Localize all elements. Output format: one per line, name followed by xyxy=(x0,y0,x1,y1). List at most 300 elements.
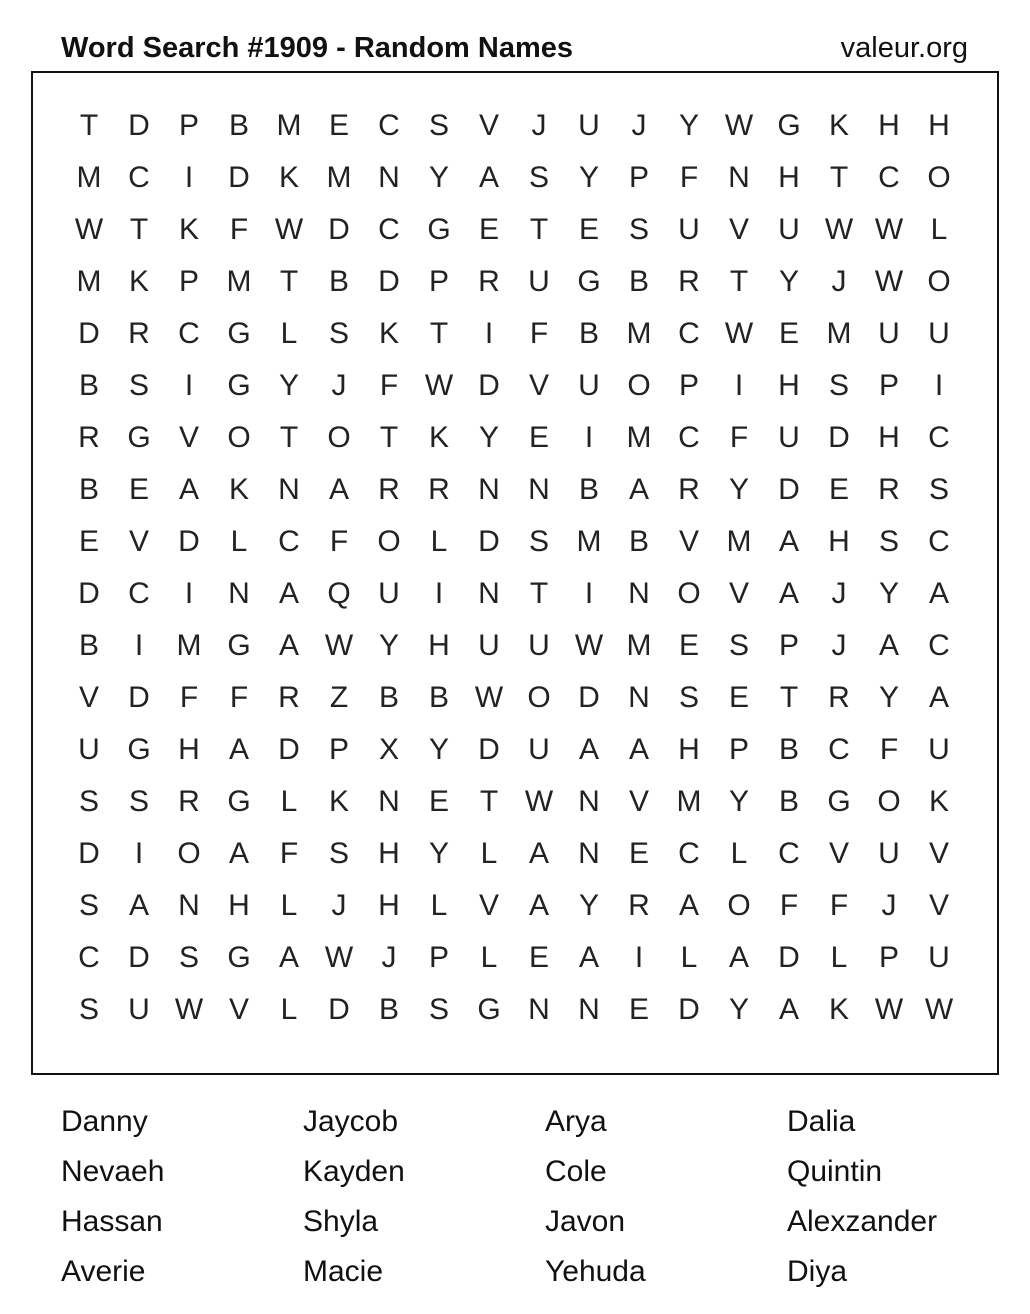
grid-cell[interactable]: D xyxy=(478,733,500,766)
grid-cell[interactable]: G xyxy=(227,317,251,350)
grid-cell[interactable]: D xyxy=(478,525,500,558)
grid-cell[interactable]: A xyxy=(778,993,799,1026)
grid-cell[interactable]: I xyxy=(584,577,594,610)
grid-cell[interactable]: W xyxy=(474,681,504,714)
grid-cell[interactable]: H xyxy=(828,525,850,558)
grid-cell[interactable]: D xyxy=(228,161,250,194)
grid-cell[interactable]: U xyxy=(928,317,950,350)
grid-cell[interactable]: F xyxy=(679,161,699,194)
grid-cell[interactable]: C xyxy=(378,213,400,246)
grid-cell[interactable]: B xyxy=(228,109,249,142)
grid-cell[interactable]: Y xyxy=(428,733,449,766)
grid-cell[interactable]: O xyxy=(677,577,701,610)
grid-cell[interactable]: L xyxy=(280,993,298,1026)
grid-cell[interactable]: W xyxy=(924,993,954,1026)
grid-cell[interactable]: R xyxy=(378,473,400,506)
grid-cell[interactable]: C xyxy=(378,109,400,142)
grid-cell[interactable]: U xyxy=(528,265,550,298)
grid-cell[interactable]: B xyxy=(78,629,99,662)
grid-cell[interactable]: P xyxy=(778,629,799,662)
grid-cell[interactable]: M xyxy=(626,421,652,454)
grid-cell[interactable]: W xyxy=(724,317,754,350)
grid-cell[interactable]: T xyxy=(79,109,99,142)
grid-cell[interactable]: B xyxy=(628,265,649,298)
grid-cell[interactable]: N xyxy=(378,161,400,194)
grid-cell[interactable]: V xyxy=(478,109,499,142)
grid-cell[interactable]: F xyxy=(229,681,249,714)
grid-cell[interactable]: C xyxy=(928,525,950,558)
grid-cell[interactable]: L xyxy=(730,837,748,870)
grid-cell[interactable]: W xyxy=(824,213,854,246)
grid-cell[interactable]: M xyxy=(176,629,202,662)
grid-cell[interactable]: B xyxy=(778,785,799,818)
grid-cell[interactable]: Z xyxy=(329,681,349,714)
grid-cell[interactable]: T xyxy=(829,161,849,194)
grid-cell[interactable]: P xyxy=(428,941,449,974)
grid-cell[interactable]: D xyxy=(578,681,600,714)
grid-cell[interactable]: A xyxy=(578,941,599,974)
grid-cell[interactable]: R xyxy=(278,681,300,714)
grid-cell[interactable]: J xyxy=(631,109,647,142)
grid-cell[interactable]: D xyxy=(128,109,150,142)
grid-cell[interactable]: V xyxy=(628,785,649,818)
grid-cell[interactable]: N xyxy=(578,837,600,870)
grid-cell[interactable]: R xyxy=(828,681,850,714)
grid-cell[interactable]: I xyxy=(134,629,144,662)
grid-cell[interactable]: C xyxy=(878,161,900,194)
grid-cell[interactable]: G xyxy=(827,785,851,818)
grid-cell[interactable]: Y xyxy=(728,785,749,818)
grid-cell[interactable]: B xyxy=(578,317,599,350)
grid-cell[interactable]: I xyxy=(934,369,944,402)
grid-cell[interactable]: I xyxy=(184,369,194,402)
grid-cell[interactable]: U xyxy=(928,941,950,974)
grid-cell[interactable]: E xyxy=(628,837,649,870)
grid-cell[interactable]: P xyxy=(878,369,899,402)
grid-cell[interactable]: V xyxy=(728,213,749,246)
grid-cell[interactable]: N xyxy=(578,993,600,1026)
grid-cell[interactable]: S xyxy=(928,473,949,506)
grid-cell[interactable]: T xyxy=(279,421,299,454)
grid-cell[interactable]: H xyxy=(878,109,900,142)
grid-cell[interactable]: W xyxy=(874,213,904,246)
grid-cell[interactable]: F xyxy=(729,421,749,454)
grid-cell[interactable]: H xyxy=(778,161,800,194)
grid-cell[interactable]: R xyxy=(678,265,700,298)
grid-cell[interactable]: E xyxy=(778,317,799,350)
grid-cell[interactable]: G xyxy=(127,421,151,454)
grid-cell[interactable]: S xyxy=(78,889,99,922)
grid-cell[interactable]: A xyxy=(328,473,349,506)
grid-cell[interactable]: S xyxy=(728,629,749,662)
grid-cell[interactable]: E xyxy=(828,473,849,506)
grid-cell[interactable]: R xyxy=(128,317,150,350)
grid-cell[interactable]: K xyxy=(928,785,949,818)
grid-cell[interactable]: G xyxy=(427,213,451,246)
grid-cell[interactable]: J xyxy=(881,889,897,922)
grid-cell[interactable]: A xyxy=(128,889,149,922)
grid-cell[interactable]: F xyxy=(379,369,399,402)
grid-cell[interactable]: E xyxy=(328,109,349,142)
grid-cell[interactable]: A xyxy=(528,837,549,870)
grid-cell[interactable]: R xyxy=(78,421,100,454)
grid-cell[interactable]: K xyxy=(428,421,449,454)
grid-cell[interactable]: M xyxy=(76,161,102,194)
grid-cell[interactable]: J xyxy=(331,369,347,402)
grid-cell[interactable]: W xyxy=(324,941,354,974)
grid-cell[interactable]: R xyxy=(428,473,450,506)
grid-cell[interactable]: Y xyxy=(378,629,399,662)
grid-cell[interactable]: B xyxy=(628,525,649,558)
grid-cell[interactable]: S xyxy=(178,941,199,974)
grid-cell[interactable]: D xyxy=(328,993,350,1026)
grid-cell[interactable]: D xyxy=(328,213,350,246)
grid-cell[interactable]: A xyxy=(778,577,799,610)
grid-cell[interactable]: B xyxy=(378,993,399,1026)
grid-cell[interactable]: M xyxy=(276,109,302,142)
grid-cell[interactable]: R xyxy=(178,785,200,818)
grid-cell[interactable]: G xyxy=(227,369,251,402)
grid-cell[interactable]: J xyxy=(331,889,347,922)
grid-cell[interactable]: E xyxy=(128,473,149,506)
grid-cell[interactable]: J xyxy=(531,109,547,142)
grid-cell[interactable]: S xyxy=(628,213,649,246)
grid-cell[interactable]: W xyxy=(324,629,354,662)
grid-cell[interactable]: A xyxy=(528,889,549,922)
letter-grid[interactable] xyxy=(64,100,964,1036)
grid-cell[interactable]: X xyxy=(378,733,399,766)
grid-cell[interactable]: I xyxy=(184,161,194,194)
grid-cell[interactable]: C xyxy=(778,837,800,870)
grid-cell[interactable]: T xyxy=(729,265,749,298)
grid-cell[interactable]: D xyxy=(778,473,800,506)
grid-cell[interactable]: F xyxy=(529,317,549,350)
grid-cell[interactable]: G xyxy=(577,265,601,298)
grid-cell[interactable]: E xyxy=(678,629,699,662)
grid-cell[interactable]: O xyxy=(177,837,201,870)
grid-cell[interactable]: R xyxy=(678,473,700,506)
grid-cell[interactable]: V xyxy=(128,525,149,558)
grid-cell[interactable]: A xyxy=(278,941,299,974)
grid-cell[interactable]: A xyxy=(228,733,249,766)
grid-cell[interactable]: S xyxy=(528,525,549,558)
grid-cell[interactable]: D xyxy=(78,577,100,610)
grid-cell[interactable]: H xyxy=(678,733,700,766)
grid-cell[interactable]: L xyxy=(280,785,298,818)
grid-cell[interactable]: V xyxy=(228,993,249,1026)
grid-cell[interactable]: U xyxy=(478,629,500,662)
grid-cell[interactable]: I xyxy=(134,837,144,870)
grid-cell[interactable]: D xyxy=(78,317,100,350)
grid-cell[interactable]: N xyxy=(528,473,550,506)
grid-cell[interactable]: M xyxy=(626,629,652,662)
grid-cell[interactable]: J xyxy=(831,629,847,662)
grid-cell[interactable]: A xyxy=(728,941,749,974)
grid-cell[interactable]: D xyxy=(478,369,500,402)
grid-cell[interactable]: V xyxy=(178,421,199,454)
grid-cell[interactable]: M xyxy=(76,265,102,298)
grid-cell[interactable]: A xyxy=(928,681,949,714)
grid-cell[interactable]: O xyxy=(877,785,901,818)
grid-cell[interactable]: E xyxy=(528,941,549,974)
grid-cell[interactable]: V xyxy=(528,369,549,402)
grid-cell[interactable]: G xyxy=(127,733,151,766)
grid-cell[interactable]: F xyxy=(829,889,849,922)
grid-cell[interactable]: M xyxy=(576,525,602,558)
grid-cell[interactable]: S xyxy=(128,785,149,818)
grid-cell[interactable]: M xyxy=(226,265,252,298)
grid-cell[interactable]: U xyxy=(678,213,700,246)
grid-cell[interactable]: I xyxy=(734,369,744,402)
grid-cell[interactable]: E xyxy=(478,213,499,246)
grid-cell[interactable]: F xyxy=(179,681,199,714)
grid-cell[interactable]: D xyxy=(278,733,300,766)
grid-cell[interactable]: S xyxy=(678,681,699,714)
grid-cell[interactable]: E xyxy=(428,785,449,818)
grid-cell[interactable]: Q xyxy=(327,577,351,610)
grid-cell[interactable]: A xyxy=(628,473,649,506)
grid-cell[interactable]: M xyxy=(826,317,852,350)
grid-cell[interactable]: G xyxy=(477,993,501,1026)
grid-cell[interactable]: S xyxy=(328,317,349,350)
grid-cell[interactable]: U xyxy=(778,421,800,454)
grid-cell[interactable]: T xyxy=(379,421,399,454)
grid-cell[interactable]: A xyxy=(928,577,949,610)
grid-cell[interactable]: W xyxy=(874,993,904,1026)
grid-cell[interactable]: V xyxy=(478,889,499,922)
grid-cell[interactable]: L xyxy=(230,525,248,558)
grid-cell[interactable]: L xyxy=(680,941,698,974)
grid-cell[interactable]: V xyxy=(928,837,949,870)
grid-cell[interactable]: F xyxy=(229,213,249,246)
grid-cell[interactable]: K xyxy=(178,213,199,246)
grid-cell[interactable]: L xyxy=(430,525,448,558)
grid-cell[interactable]: K xyxy=(228,473,249,506)
grid-cell[interactable]: W xyxy=(174,993,204,1026)
grid-cell[interactable]: I xyxy=(434,577,444,610)
grid-cell[interactable]: Y xyxy=(878,681,899,714)
grid-cell[interactable]: G xyxy=(777,109,801,142)
grid-cell[interactable]: O xyxy=(377,525,401,558)
grid-cell[interactable]: G xyxy=(227,785,251,818)
grid-cell[interactable]: D xyxy=(678,993,700,1026)
grid-cell[interactable]: K xyxy=(828,993,849,1026)
grid-cell[interactable]: Y xyxy=(428,837,449,870)
grid-cell[interactable]: W xyxy=(874,265,904,298)
grid-cell[interactable]: L xyxy=(280,889,298,922)
grid-cell[interactable]: I xyxy=(484,317,494,350)
grid-cell[interactable]: B xyxy=(78,473,99,506)
grid-cell[interactable]: F xyxy=(779,889,799,922)
grid-cell[interactable]: W xyxy=(524,785,554,818)
grid-cell[interactable]: D xyxy=(78,837,100,870)
grid-cell[interactable]: G xyxy=(227,629,251,662)
grid-cell[interactable]: H xyxy=(378,889,400,922)
grid-cell[interactable]: S xyxy=(878,525,899,558)
grid-cell[interactable]: N xyxy=(728,161,750,194)
grid-cell[interactable]: M xyxy=(626,317,652,350)
grid-cell[interactable]: H xyxy=(178,733,200,766)
grid-cell[interactable]: H xyxy=(428,629,450,662)
grid-cell[interactable]: Y xyxy=(878,577,899,610)
grid-cell[interactable]: R xyxy=(628,889,650,922)
grid-cell[interactable]: B xyxy=(778,733,799,766)
grid-cell[interactable]: C xyxy=(928,421,950,454)
grid-cell[interactable]: K xyxy=(828,109,849,142)
grid-cell[interactable]: C xyxy=(78,941,100,974)
grid-cell[interactable]: A xyxy=(278,629,299,662)
grid-cell[interactable]: K xyxy=(128,265,149,298)
grid-cell[interactable]: P xyxy=(878,941,899,974)
grid-cell[interactable]: H xyxy=(228,889,250,922)
grid-cell[interactable]: S xyxy=(128,369,149,402)
grid-cell[interactable]: A xyxy=(178,473,199,506)
grid-cell[interactable]: K xyxy=(278,161,299,194)
grid-cell[interactable]: M xyxy=(326,161,352,194)
grid-cell[interactable]: V xyxy=(928,889,949,922)
grid-cell[interactable]: S xyxy=(528,161,549,194)
grid-cell[interactable]: E xyxy=(628,993,649,1026)
grid-cell[interactable]: I xyxy=(634,941,644,974)
grid-cell[interactable]: R xyxy=(878,473,900,506)
grid-cell[interactable]: E xyxy=(578,213,599,246)
grid-cell[interactable]: E xyxy=(728,681,749,714)
grid-cell[interactable]: W xyxy=(724,109,754,142)
grid-cell[interactable]: S xyxy=(428,109,449,142)
grid-cell[interactable]: C xyxy=(828,733,850,766)
grid-cell[interactable]: S xyxy=(828,369,849,402)
grid-cell[interactable]: I xyxy=(184,577,194,610)
grid-cell[interactable]: V xyxy=(78,681,99,714)
grid-cell[interactable]: R xyxy=(478,265,500,298)
grid-cell[interactable]: M xyxy=(726,525,752,558)
grid-cell[interactable]: A xyxy=(228,837,249,870)
grid-cell[interactable]: B xyxy=(378,681,399,714)
grid-cell[interactable]: A xyxy=(678,889,699,922)
grid-cell[interactable]: T xyxy=(779,681,799,714)
grid-cell[interactable]: Y xyxy=(778,265,799,298)
grid-cell[interactable]: N xyxy=(378,785,400,818)
grid-cell[interactable]: U xyxy=(878,317,900,350)
grid-cell[interactable]: S xyxy=(78,993,99,1026)
grid-cell[interactable]: T xyxy=(479,785,499,818)
grid-cell[interactable]: M xyxy=(676,785,702,818)
grid-cell[interactable]: L xyxy=(480,837,498,870)
grid-cell[interactable]: U xyxy=(528,733,550,766)
grid-cell[interactable]: D xyxy=(378,265,400,298)
grid-cell[interactable]: C xyxy=(128,577,150,610)
grid-cell[interactable]: A xyxy=(778,525,799,558)
grid-cell[interactable]: N xyxy=(478,473,500,506)
grid-cell[interactable]: U xyxy=(778,213,800,246)
grid-cell[interactable]: Y xyxy=(578,161,599,194)
grid-cell[interactable]: P xyxy=(678,369,699,402)
grid-cell[interactable]: Y xyxy=(578,889,599,922)
grid-cell[interactable]: U xyxy=(578,109,600,142)
grid-cell[interactable]: T xyxy=(279,265,299,298)
grid-cell[interactable]: O xyxy=(927,265,951,298)
grid-cell[interactable]: U xyxy=(528,629,550,662)
grid-cell[interactable]: E xyxy=(78,525,99,558)
grid-cell[interactable]: C xyxy=(928,629,950,662)
grid-cell[interactable]: Y xyxy=(478,421,499,454)
grid-cell[interactable]: V xyxy=(678,525,699,558)
grid-cell[interactable]: V xyxy=(728,577,749,610)
grid-cell[interactable]: B xyxy=(328,265,349,298)
grid-cell[interactable]: A xyxy=(628,733,649,766)
grid-cell[interactable]: D xyxy=(128,941,150,974)
grid-cell[interactable]: T xyxy=(129,213,149,246)
grid-cell[interactable]: F xyxy=(279,837,299,870)
grid-cell[interactable]: G xyxy=(227,941,251,974)
grid-cell[interactable]: O xyxy=(327,421,351,454)
grid-cell[interactable]: W xyxy=(274,213,304,246)
grid-cell[interactable]: Y xyxy=(678,109,699,142)
grid-cell[interactable]: F xyxy=(879,733,899,766)
grid-cell[interactable]: N xyxy=(628,681,650,714)
grid-cell[interactable]: D xyxy=(178,525,200,558)
grid-cell[interactable]: U xyxy=(378,577,400,610)
grid-cell[interactable]: J xyxy=(831,577,847,610)
grid-cell[interactable]: C xyxy=(278,525,300,558)
grid-cell[interactable]: P xyxy=(178,109,199,142)
grid-cell[interactable]: O xyxy=(727,889,751,922)
grid-cell[interactable]: T xyxy=(529,213,549,246)
grid-cell[interactable]: C xyxy=(178,317,200,350)
grid-cell[interactable]: K xyxy=(328,785,349,818)
grid-cell[interactable]: S xyxy=(78,785,99,818)
grid-cell[interactable]: Y xyxy=(728,473,749,506)
grid-cell[interactable]: U xyxy=(928,733,950,766)
grid-cell[interactable]: N xyxy=(278,473,300,506)
grid-cell[interactable]: A xyxy=(578,733,599,766)
grid-cell[interactable]: P xyxy=(628,161,649,194)
grid-cell[interactable]: L xyxy=(480,941,498,974)
grid-cell[interactable]: F xyxy=(329,525,349,558)
grid-cell[interactable]: W xyxy=(424,369,454,402)
grid-cell[interactable]: A xyxy=(478,161,499,194)
grid-cell[interactable]: N xyxy=(578,785,600,818)
grid-cell[interactable]: U xyxy=(578,369,600,402)
grid-cell[interactable]: P xyxy=(728,733,749,766)
grid-cell[interactable]: C xyxy=(128,161,150,194)
grid-cell[interactable]: C xyxy=(678,837,700,870)
grid-cell[interactable]: A xyxy=(278,577,299,610)
grid-cell[interactable]: I xyxy=(584,421,594,454)
grid-cell[interactable]: H xyxy=(778,369,800,402)
grid-cell[interactable]: D xyxy=(128,681,150,714)
grid-cell[interactable]: Y xyxy=(428,161,449,194)
grid-cell[interactable]: N xyxy=(478,577,500,610)
grid-cell[interactable]: J xyxy=(381,941,397,974)
grid-cell[interactable]: C xyxy=(678,317,700,350)
grid-cell[interactable]: D xyxy=(778,941,800,974)
grid-cell[interactable]: B xyxy=(428,681,449,714)
grid-cell[interactable]: O xyxy=(527,681,551,714)
grid-cell[interactable]: C xyxy=(678,421,700,454)
grid-cell[interactable]: D xyxy=(828,421,850,454)
grid-cell[interactable]: T xyxy=(529,577,549,610)
grid-cell[interactable]: T xyxy=(429,317,449,350)
grid-cell[interactable]: Y xyxy=(278,369,299,402)
grid-cell[interactable]: N xyxy=(528,993,550,1026)
grid-cell[interactable]: L xyxy=(430,889,448,922)
grid-cell[interactable]: U xyxy=(128,993,150,1026)
grid-cell[interactable]: N xyxy=(228,577,250,610)
grid-cell[interactable]: U xyxy=(878,837,900,870)
grid-cell[interactable]: H xyxy=(928,109,950,142)
grid-cell[interactable]: Y xyxy=(728,993,749,1026)
